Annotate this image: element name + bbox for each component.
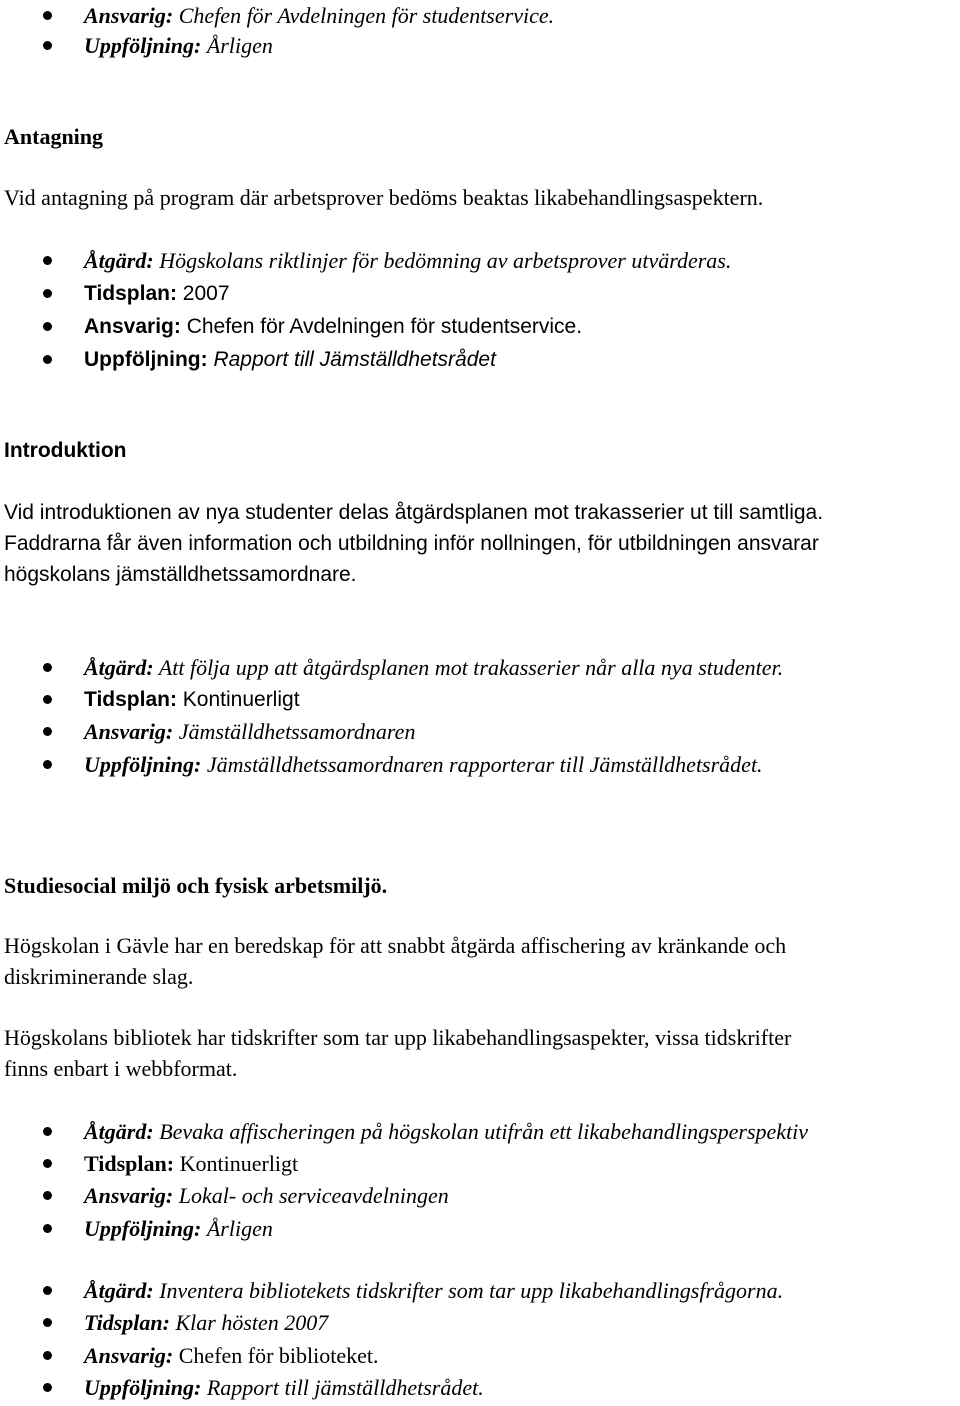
paragraph-line: Vid introduktionen av nya studenter delas åtgärdsplanen mot trakasserier ut till samtliga. xyxy=(4,501,824,524)
list-item-text: Ansvarig: Chefen för Avdelningen för studentservice. xyxy=(84,3,555,28)
list-item-text: Tidsplan: Kontinuerligt xyxy=(84,1151,299,1176)
bullet-icon xyxy=(43,11,52,20)
bullet-icon xyxy=(43,1318,52,1327)
list-item-text: Tidsplan: Kontinuerligt xyxy=(84,688,300,711)
bullet-icon xyxy=(43,355,52,364)
paragraph-line: Högskolan i Gävle har en beredskap för att snabbt åtgärda affischering av kränkande och xyxy=(4,933,787,958)
bullet-icon xyxy=(43,760,52,769)
bullet-icon xyxy=(43,1224,52,1233)
list-item-text: Uppföljning: Årligen xyxy=(84,1216,273,1241)
paragraph-line: högskolans jämställdhetssamordnare. xyxy=(4,563,357,586)
list-item-text: Uppföljning: Jämställdhetssamordnaren rapporterar till Jämställdhetsrådet. xyxy=(84,752,763,777)
list-item-text: Uppföljning: Rapport till Jämställdhetsrådet xyxy=(84,348,496,371)
bullet-icon xyxy=(43,256,52,265)
list-item-text: Ansvarig: Lokal- och serviceavdelningen xyxy=(84,1183,449,1208)
bullet-icon xyxy=(43,695,52,704)
list-item-text: Ansvarig: Chefen för Avdelningen för studentservice. xyxy=(84,315,583,338)
section-heading-introduktion: Introduktion xyxy=(4,439,127,462)
list-item-text: Åtgärd: Bevaka affischeringen på högskolan utifrån ett likabehandlingsperspektiv xyxy=(84,1119,809,1144)
bullet-icon xyxy=(43,1159,52,1168)
bullet-icon xyxy=(43,1286,52,1295)
bullet-icon xyxy=(43,663,52,672)
bullet-icon xyxy=(43,1191,52,1200)
paragraph-line: diskriminerande slag. xyxy=(4,964,194,989)
bullet-icon xyxy=(43,322,52,331)
list-item-text: Uppföljning: Rapport till jämställdhetsrådet. xyxy=(84,1375,484,1400)
section-heading-antagning: Antagning xyxy=(4,124,104,149)
bullet-icon xyxy=(43,727,52,736)
bullet-icon xyxy=(43,41,52,50)
bullet-icon xyxy=(43,1383,52,1392)
bullet-icon xyxy=(43,289,52,298)
paragraph-line: finns enbart i webbformat. xyxy=(4,1056,238,1081)
paragraph-line: Högskolans bibliotek har tidskrifter som tar upp likabehandlingsaspekter, vissa tidskrifter xyxy=(4,1025,792,1050)
list-item-text: Uppföljning: Årligen xyxy=(84,33,273,58)
bullet-icon xyxy=(43,1351,52,1360)
list-item-text: Ansvarig: Chefen för biblioteket. xyxy=(84,1343,379,1368)
list-item-text: Åtgärd: Högskolans riktlinjer för bedömning av arbetsprover utvärderas. xyxy=(84,248,732,273)
list-item-text: Åtgärd: Inventera bibliotekets tidskrifter som tar upp likabehandlingsfrågorna. xyxy=(84,1278,784,1303)
bullet-icon xyxy=(43,1127,52,1136)
list-item-text: Ansvarig: Jämställdhetssamordnaren xyxy=(84,719,416,744)
paragraph: Vid antagning på program där arbetsprover bedöms beaktas likabehandlingsaspektern. xyxy=(4,185,764,210)
list-item-text: Åtgärd: Att följa upp att åtgärdsplanen mot trakasserier når alla nya studenter. xyxy=(84,655,784,680)
list-item-text: Tidsplan: Klar hösten 2007 xyxy=(84,1310,329,1335)
section-heading-studiesocial: Studiesocial miljö och fysisk arbetsmiljö. xyxy=(4,873,388,898)
list-item-text: Tidsplan: 2007 xyxy=(84,282,230,305)
paragraph-line: Faddrarna får även information och utbildning inför nollningen, för utbildningen ansvarar xyxy=(4,532,819,555)
